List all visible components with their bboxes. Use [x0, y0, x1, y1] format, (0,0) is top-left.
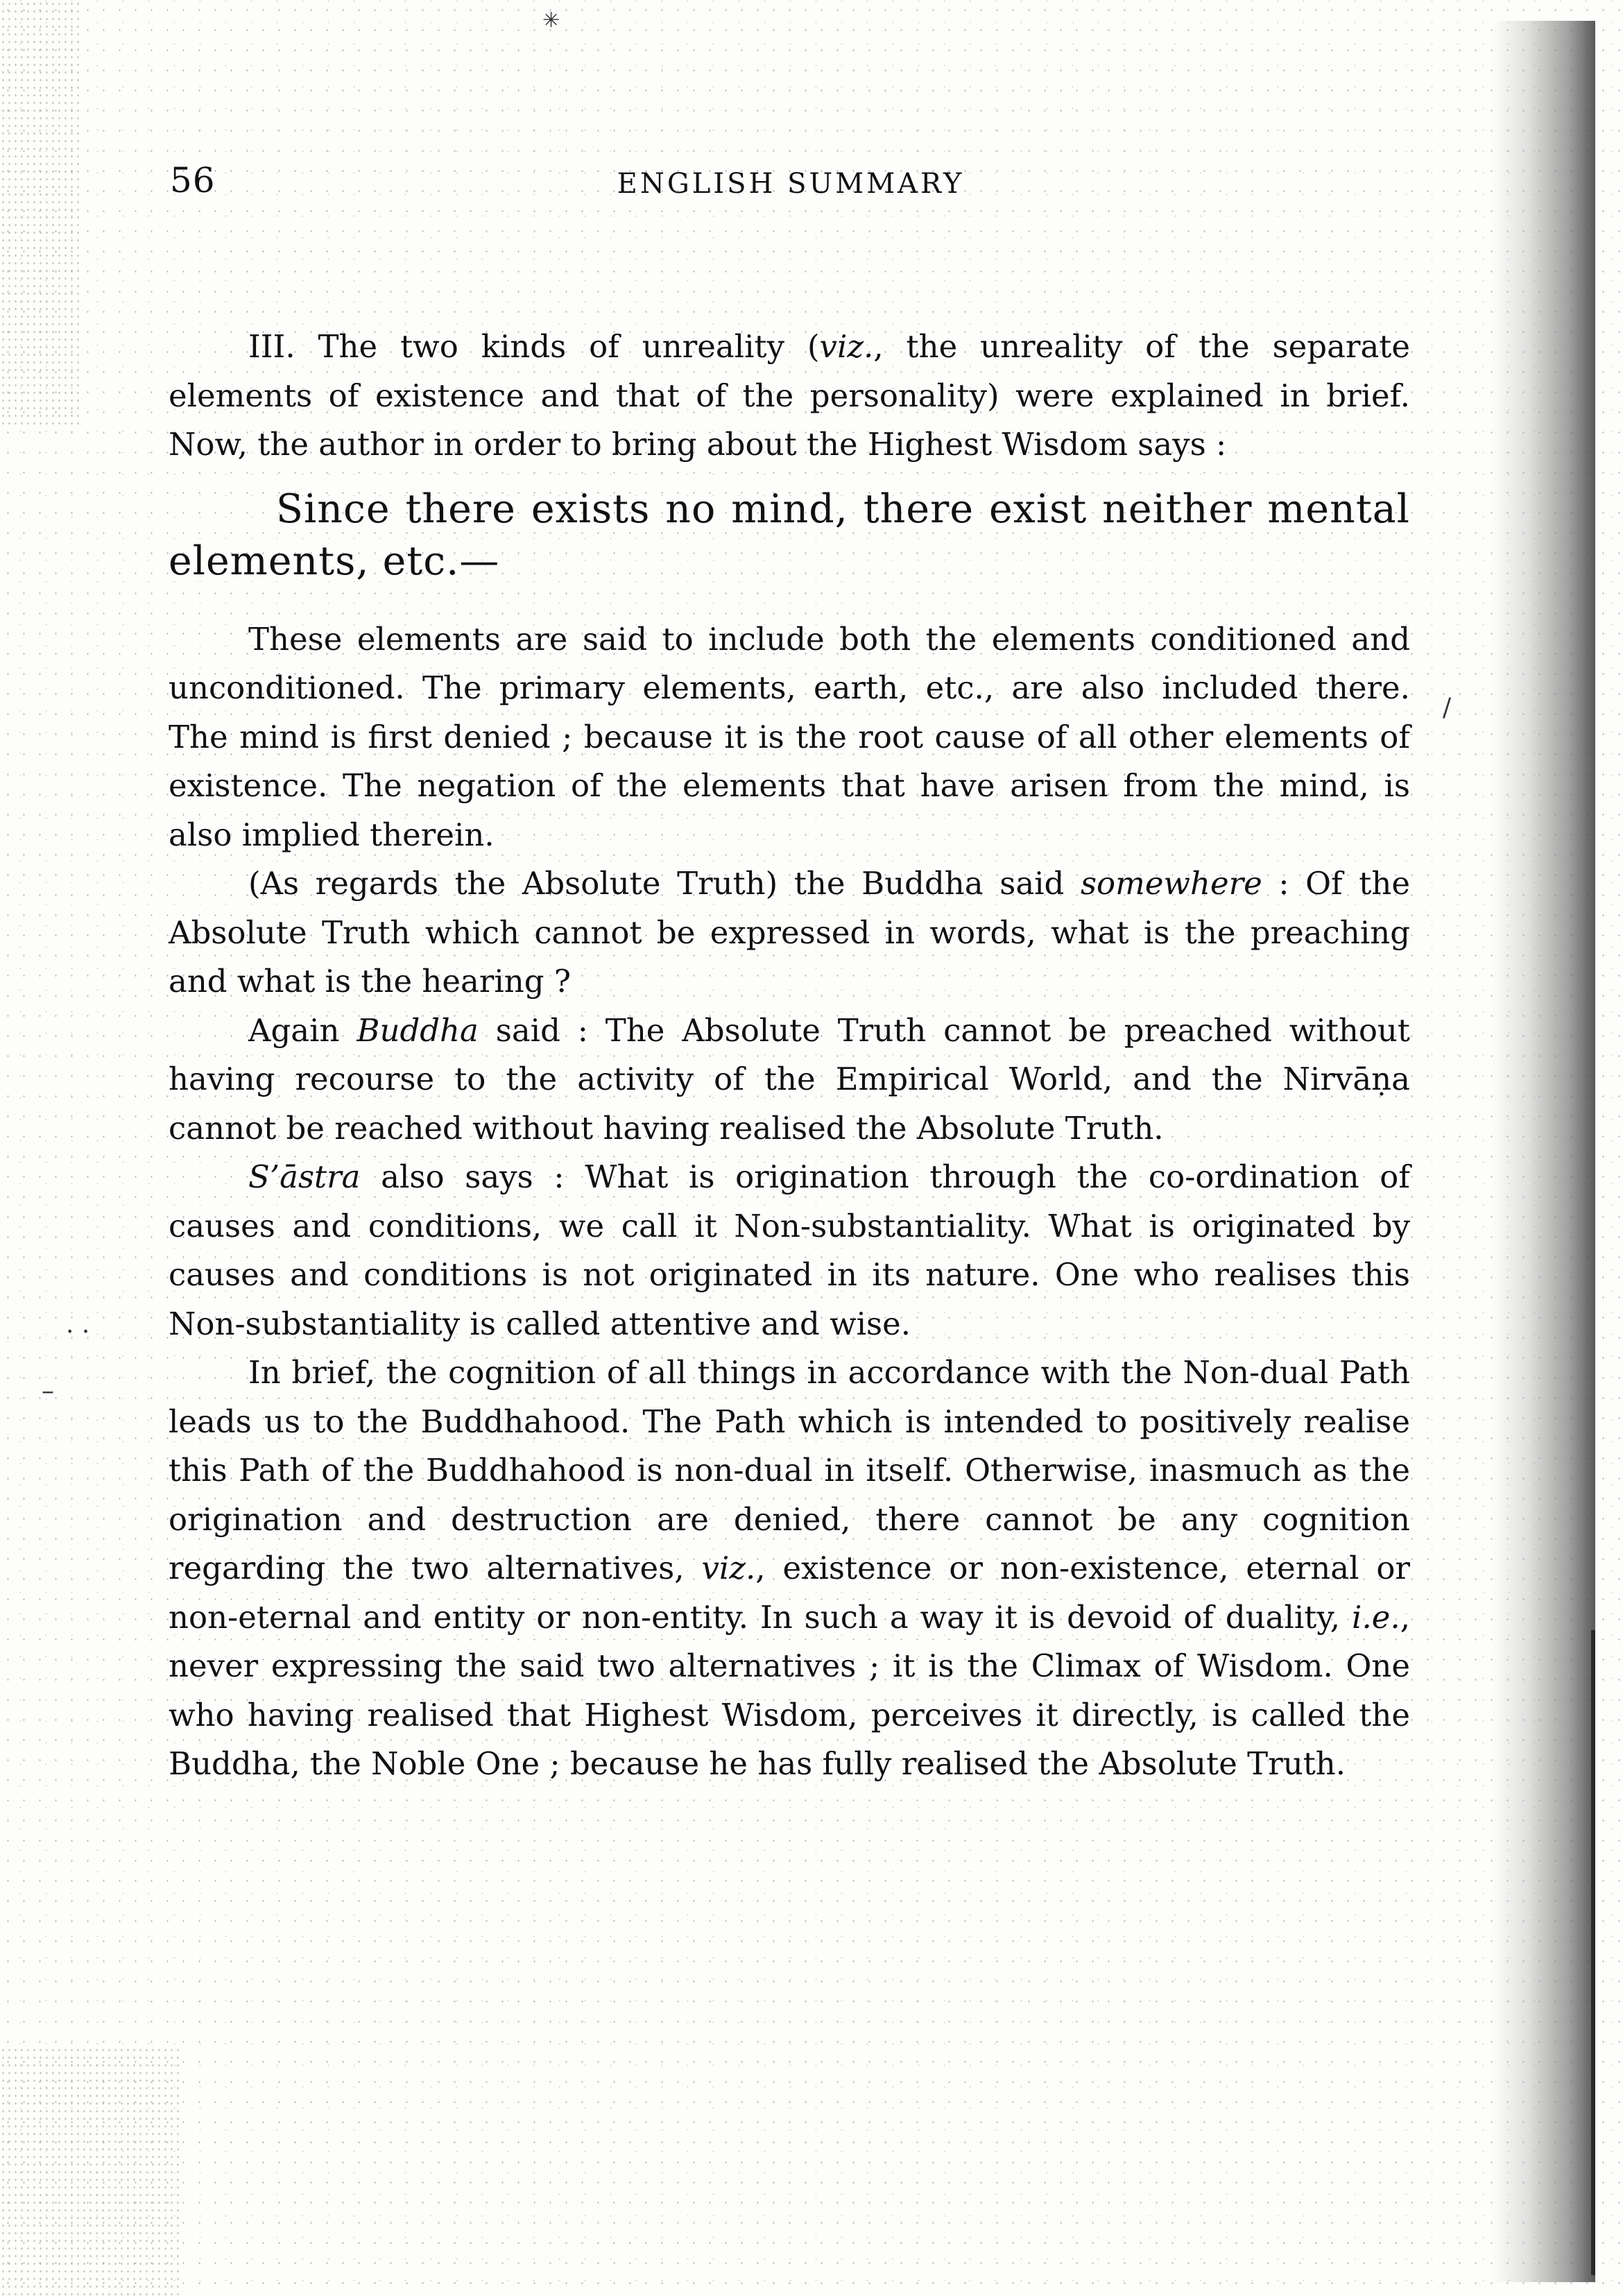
page-number: 56 [170, 160, 216, 200]
paragraph [169, 615, 1410, 860]
page-header [170, 160, 1411, 208]
text-run: (As regards the Absolute Truth) the Buddha said [248, 865, 1081, 902]
margin-tick-mark: / [1443, 694, 1452, 722]
text-run: III. The two kinds of unreality ( [248, 328, 820, 365]
page-edge-shadow [1491, 21, 1595, 2282]
ink-blot-mark: ✳ [542, 8, 560, 33]
italic-term: Buddha [357, 1011, 479, 1049]
text-run: , the unreality of the separate elements of existence and that of the personality) were explained in brief. Now, the author in order to bring about the Highest Wisdom says : [169, 328, 1410, 463]
running-title: ENGLISH SUMMARY [617, 168, 965, 200]
italic-term: viz. [701, 1550, 756, 1586]
text-run: also says : What is origination through the co-ordination of causes and conditions, we call it Non-substantiality. What is originated by causes and conditions is not originated in its nature. One who realises this Non-substantiality is called attentive and wise. [169, 1158, 1410, 1342]
text-run: In brief, the cognition of all things in accordance with the Non-dual Path leads us to the Buddhahood. The Path which is intended to positively realise this Path of the Buddhahood is non-dual in itself. Otherwise, inasmuch as the origination and destruction are denied, there cannot be any cognition regarding the two alternatives, [169, 1354, 1410, 1586]
paragraph [169, 1348, 1410, 1789]
paragraph [169, 1006, 1410, 1154]
text-run: , existence or non-existence, eternal or non-eternal and entity or non-entity. In such a way it is devoid of duality, [169, 1550, 1410, 1636]
italic-term: i.e. [1352, 1598, 1400, 1636]
paragraph [169, 1153, 1410, 1348]
text-run: Since there exists no mind, there exist neither mental elements, etc.— [169, 486, 1410, 584]
italic-term: viz. [819, 328, 874, 365]
page-edge-line [1591, 1630, 1595, 2275]
text-run: Again [248, 1011, 357, 1049]
text-run: These elements are said to include both the elements conditioned and unconditioned. The primary elements, earth, etc., are also included there. The mind is first denied ; because it is the root cause of all other elements of existence. The negation of the elements that have arisen from the mind, is also implied therein. [169, 620, 1410, 853]
scan-noise-bottom-left [0, 2046, 180, 2296]
scan-noise-top-left [0, 0, 83, 430]
verse-quote [169, 483, 1410, 588]
paragraph [169, 859, 1410, 1006]
margin-dash-mark: – [42, 1377, 54, 1405]
margin-dots-mark: · · [66, 1318, 90, 1346]
italic-term: S’āstra [248, 1158, 361, 1195]
text-run: said : The Absolute Truth cannot be preached without having recourse to the activity of the Empirical World, and the Nirvāṇa cannot be reached without having realised the Absolute Truth. [169, 1011, 1411, 1147]
body-text [169, 323, 1410, 1789]
italic-term: somewhere [1080, 865, 1262, 902]
text-run: : Of the Absolute Truth which cannot be expressed in words, what is the preaching and what is the hearing ? [169, 865, 1410, 1000]
paragraph [169, 323, 1410, 470]
text-run: , never expressing the said two alternatives ; it is the Climax of Wisdom. One who having realised that Highest Wisdom, perceives it directly, is called the Buddha, the Noble One ; because he has fully realised the Absolute Truth. [169, 1598, 1410, 1782]
